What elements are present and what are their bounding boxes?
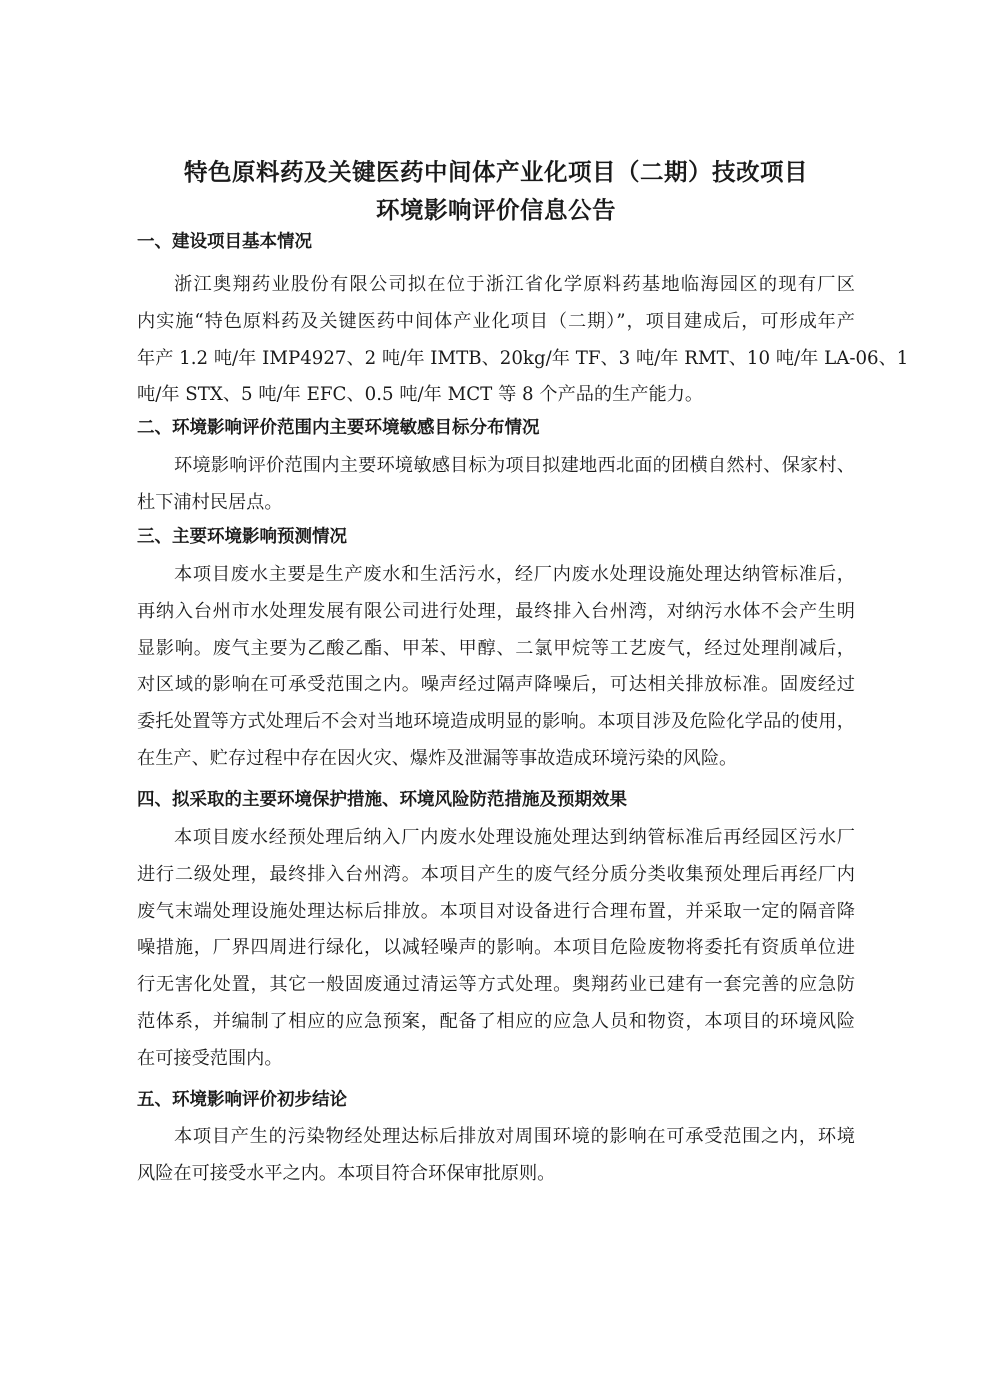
section-paragraph	[137, 267, 909, 414]
paragraph-line: 在生产、贮存过程中存在因火灾、爆炸及泄漏等事故造成环境污染的风险。	[137, 747, 738, 769]
paragraph-line: 显影响。废气主要为乙酸乙酯、甲苯、甲醇、二氯甲烷等工艺废气，经过处理削减后，	[137, 637, 855, 659]
paragraph-line: 在可接受范围内。	[137, 1047, 283, 1069]
section-heading: 三、主要环境影响预测情况	[137, 527, 347, 547]
paragraph-line: 风险在可接受水平之内。本项目符合环保审批原则。	[137, 1162, 556, 1184]
paragraph-line: 噪措施，厂界四周进行绿化，以减轻噪声的影响。本项目危险废物将委托有资质单位进	[137, 937, 855, 959]
paragraph-line: 对区域的影响在可承受范围之内。噪声经过隔声降噪后，可达相关排放标准。固废经过	[137, 674, 855, 696]
document-title-line-1: 特色原料药及关键医药中间体产业化项目（二期）技改项目	[184, 158, 808, 186]
section-heading: 四、拟采取的主要环境保护措施、环境风险防范措施及预期效果	[137, 790, 627, 810]
paragraph-line: 本项目产生的污染物经处理达标后排放对周围环境的影响在可承受范围之内，环境	[174, 1126, 855, 1147]
paragraph-line: 范体系，并编制了相应的应急预案，配备了相应的应急人员和物资，本项目的环境风险	[137, 1010, 855, 1032]
section-paragraph	[137, 448, 855, 522]
paragraph-line: 废气末端处理设施处理达标后排放。本项目对设备进行合理布置，并采取一定的隔音降	[137, 900, 855, 922]
section-heading: 五、环境影响评价初步结论	[137, 1090, 347, 1110]
paragraph-line: 内实施“特色原料药及关键医药中间体产业化项目（二期）”，项目建成后，可形成年产	[137, 310, 855, 332]
paragraph-line: 委托处置等方式处理后不会对当地环境造成明显的影响。本项目涉及危险化学品的使用，	[137, 711, 855, 733]
paragraph-line: 进行二级处理，最终排入台州湾。本项目产生的废气经分质分类收集预处理后再经厂内	[137, 863, 855, 885]
paragraph-line: 年产 1.2 吨/年 IMP4927、2 吨/年 IMTB、20kg/年 TF、3 吨/年 RMT、10 吨/年 LA-06、1	[137, 347, 909, 369]
section-heading: 一、建设项目基本情况	[137, 232, 312, 252]
paragraph-line: 再纳入台州市水处理发展有限公司进行处理，最终排入台州湾，对纳污水体不会产生明	[137, 600, 855, 622]
paragraph-line: 吨/年 STX、5 吨/年 EFC、0.5 吨/年 MCT 等 8 个产品的生产能力。	[137, 384, 704, 406]
paragraph-line: 环境影响评价范围内主要环境敏感目标为项目拟建地西北面的团横自然村、保家村、	[174, 455, 855, 476]
document-title-line-2: 环境影响评价信息公告	[376, 196, 616, 224]
paragraph-line: 本项目废水经预处理后纳入厂内废水处理设施处理达到纳管标准后再经园区污水厂	[174, 827, 855, 848]
paragraph-line: 浙江奥翔药业股份有限公司拟在位于浙江省化学原料药基地临海园区的现有厂区	[174, 274, 855, 295]
section-paragraph	[137, 1119, 855, 1193]
paragraph-line: 本项目废水主要是生产废水和生活污水，经厂内废水处理设施处理达纳管标准后，	[174, 564, 855, 585]
paragraph-line: 行无害化处置，其它一般固废通过清运等方式处理。奥翔药业已建有一套完善的应急防	[137, 974, 855, 996]
section-paragraph	[137, 557, 855, 778]
section-paragraph	[137, 820, 855, 1078]
section-heading: 二、环境影响评价范围内主要环境敏感目标分布情况	[137, 418, 540, 438]
paragraph-line: 杜下浦村民居点。	[137, 491, 283, 513]
